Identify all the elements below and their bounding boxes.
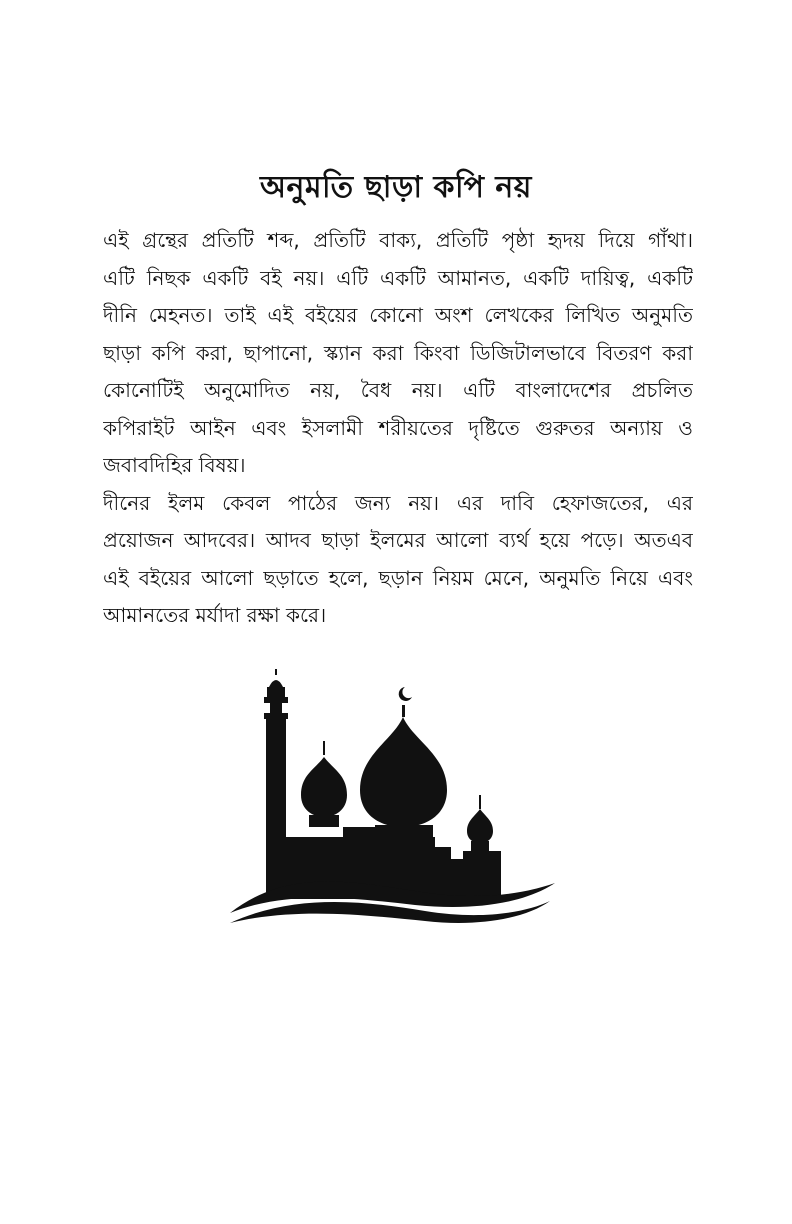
- text-line: আমানতের মর্যাদা রক্ষা করে।: [103, 603, 327, 627]
- notice-body: [103, 222, 693, 635]
- text-line: দীনের ইলম কেবল পাঠের জন্য নয়। এর দাবি হেফাজতের, এর: [103, 490, 693, 515]
- text-line: প্রয়োজন আদবের। আদব ছাড়া ইলমের আলো ব্যর্থ হয়ে পড়ে। অতএব: [103, 528, 693, 552]
- mosque-silhouette-icon: [225, 665, 555, 925]
- paragraph-1: [103, 222, 693, 485]
- text-line: কপিরাইট আইন এবং ইসলামী শরীয়তের দৃষ্টিতে গুরুতর অন্যায় ও: [103, 415, 693, 440]
- text-line: ছাড়া কপি করা, ছাপানো, স্ক্যান করা কিংবা ডিজিটালভাবে বিতরণ করা: [103, 340, 693, 365]
- page-title: অনুমতি ছাড়া কপি নয়: [260, 170, 532, 205]
- text-line: জবাবদিহির বিষয়।: [103, 453, 246, 477]
- text-line: দীনি মেহনত। তাই এই বইয়ের কোনো অংশ লেখকের লিখিত অনুমতি: [103, 303, 693, 327]
- paragraph-2: [103, 485, 693, 635]
- text-line: কোনোটিই অনুমোদিত নয়, বৈধ নয়। এটি বাংলাদেশের প্রচলিত: [103, 378, 693, 402]
- text-line: এই গ্রন্থের প্রতিটি শব্দ, প্রতিটি বাক্য, প্রতিটি পৃষ্ঠা হৃদয় দিয়ে গাঁথা।: [103, 228, 693, 252]
- text-line: এই বইয়ের আলো ছড়াতে হলে, ছড়ান নিয়ম মেনে, অনুমতি নিয়ে এবং: [103, 565, 693, 590]
- text-line: এটি নিছক একটি বই নয়। এটি একটি আমানত, একটি দায়িত্ব, একটি: [103, 265, 693, 290]
